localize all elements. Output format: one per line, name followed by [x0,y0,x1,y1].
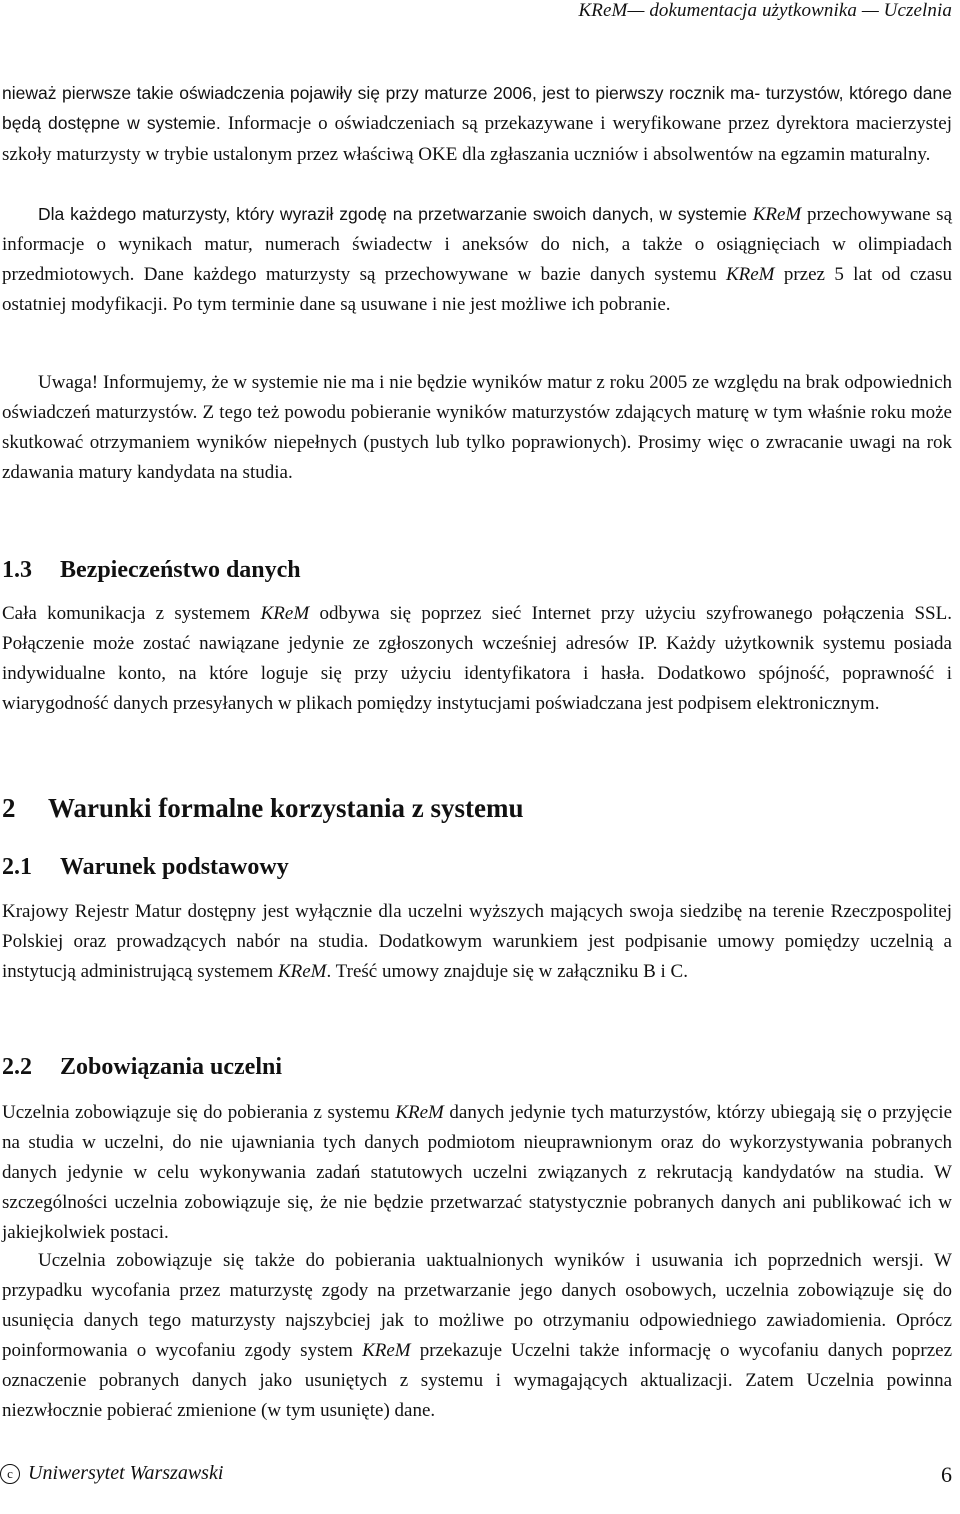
paragraph-security-b: odbywa się poprzez sieć Internet przy użyciu szyfrowanego połączenia SSL. Połączenie może zostać nawiązane jedynie ze zgłoszonych wcześniej adresów IP. Każdy użytkownik systemu posiada indywidualne konto, na które loguje się przy użyciu identyfikatora i hasła. Dodatkowo spójność, poprawność i wiarygodność danych przesyłanych w plikach pomiędzy instytucjami poświadczana jest podpisem elektronicznym. [2,603,952,714]
section-title: Warunek podstawowy [60,854,289,880]
paragraph-updates [2,1246,952,1426]
paragraph-data-storage [2,199,952,320]
krem-name: KReM [277,961,327,982]
paragraph-data-storage-b: przechowywane są informacje o wynikach matur, numerach świadectw i aneksów do nich, a także o osiągnięciach w olimpiadach przedmiotowych. Dane każdego maturzysty są przechowywane w bazie danych systemu [2,204,953,285]
footer-organization: Uniwersytet Warszawski [28,1462,224,1484]
section-heading-2 [2,792,952,824]
paragraph-continuation [2,78,952,170]
header-system-name: KReM [578,0,628,21]
page-footer [0,1462,952,1488]
krem-name: KReM [752,204,802,225]
paragraph-security [2,599,952,719]
paragraph-obligations-b: danych jedynie tych maturzystów, którzy ubiegają się o przyjęcie na studia w uczelni, do nie ujawniania tych danych podmiotom nieuprawnionym oraz do wykorzystywania pobranych danych jedynie w celu wykonywania zadań statutowych uczelni związanych z rekrutacją kandydatów na studia. W szczególności uczelnia zobowiązuje się, że nie będzie przetwarzać statystycznie pobranych danych ani publikować ich w jakiejkolwiek postaci. [2,1102,953,1243]
section-title: Warunki formalne korzystania z systemu [48,793,524,823]
running-header [579,0,952,22]
page-number: 6 [941,1462,952,1487]
section-title: Zobowiązania uczelni [60,1054,283,1080]
paragraph-warning [2,368,952,488]
krem-name: KReM [362,1340,411,1361]
section-number: 1.3 [2,557,32,583]
krem-name: KReM [395,1102,444,1123]
paragraph-basic-condition-b: . Treść umowy znajduje się w załączniku B i C. [326,961,688,982]
paragraph-continuation-rest: Informacje o oświadczeniach są przekazywane i weryfikowane przez dyrektora macierzystej szkoły maturzysty w trybie ustalonym przez właściwą OKE dla zgłaszania uczniów i absolwentów na egzamin maturalny. [2,113,953,165]
section-number: 2.1 [2,854,32,880]
paragraph-obligations [2,1098,952,1248]
krem-name: KReM [260,603,310,624]
paragraph-warning-text: Uwaga! Informujemy, że w systemie nie ma i nie będzie wyników matur z roku 2005 ze względu na brak odpowiednich oświadczeń maturzystów. Z tego też powodu pobieranie wyników maturzystów zdających maturę w tym właśnie roku może skutkować otrzymaniem wyników niepełnych (pustych lub tylko poprawionych). Prosimy więc o zwracanie uwagi na rok zdawania matury kandydata na studia. [2,372,952,483]
krem-name: KReM [725,264,775,285]
paragraph-updates-a: Uczelnia zobowiązuje się także do pobierania uaktualnionych wyników i usuwania ich poprzednich wersji. W przypadku wycofania przez maturzystę zgody na przetwarzanie jego danych osobowych, uczelnia zobowiązuje się do usunięcia danych tego maturzysty najszybciej jak to możliwe po otrzymaniu odpowiedniego zawiadomienia. Oprócz poinformowania o wycofaniu zgody system [2,1250,952,1361]
copyright-icon: c [0,1464,20,1484]
paragraph-continuation-line2: turzystów, którego dane będą dostępne w systemie. [2,83,952,133]
section-heading-1-3 [2,555,952,585]
section-heading-2-2 [2,1052,952,1082]
paragraph-obligations-a: Uczelnia zobowiązuje się do pobierania z systemu [2,1102,390,1123]
paragraph-basic-condition [2,897,952,987]
paragraph-basic-condition-a: Krajowy Rejestr Matur dostępny jest wyłącznie dla uczelni wyższych mających swoja siedzibę na terenie Rzeczpospolitej Polskiej oraz prowadzących nabór na studia. Dodatkowym warunkiem jest podpisanie umowy pomiędzy uczelnią a instytucją administrującą systemem [2,901,952,982]
section-title: Bezpieczeństwo danych [60,557,301,583]
paragraph-continuation-line1: nieważ pierwsze takie oświadczenia pojawiły się przy maturze 2006, jest to pierwszy rocznik ma- [2,83,761,103]
paragraph-data-storage-c: przez 5 lat od czasu ostatniej modyfikacji. Po tym terminie dane są usuwane i nie jest możliwe ich pobranie. [2,264,953,315]
section-number: 2 [2,793,16,823]
section-number: 2.2 [2,1054,32,1080]
paragraph-security-a: Cała komunikacja z systemem [2,603,251,624]
paragraph-data-storage-a: Dla każdego maturzysty, który wyraził zgodę na przetwarzanie swoich danych, w systemie [38,204,747,224]
section-heading-2-1 [2,852,952,882]
paragraph-updates-b: przekazuje Uczelni także informację o wycofaniu danych poprzez oznaczenie pobranych danych jako usuniętych z systemu i wymagających aktualizacji. Zatem Uczelnia powinna niezwłocznie pobierać zmienione (w tym usunięte) dane. [2,1340,953,1421]
header-title: — dokumentacja użytkownika — Uczelnia [627,0,952,21]
